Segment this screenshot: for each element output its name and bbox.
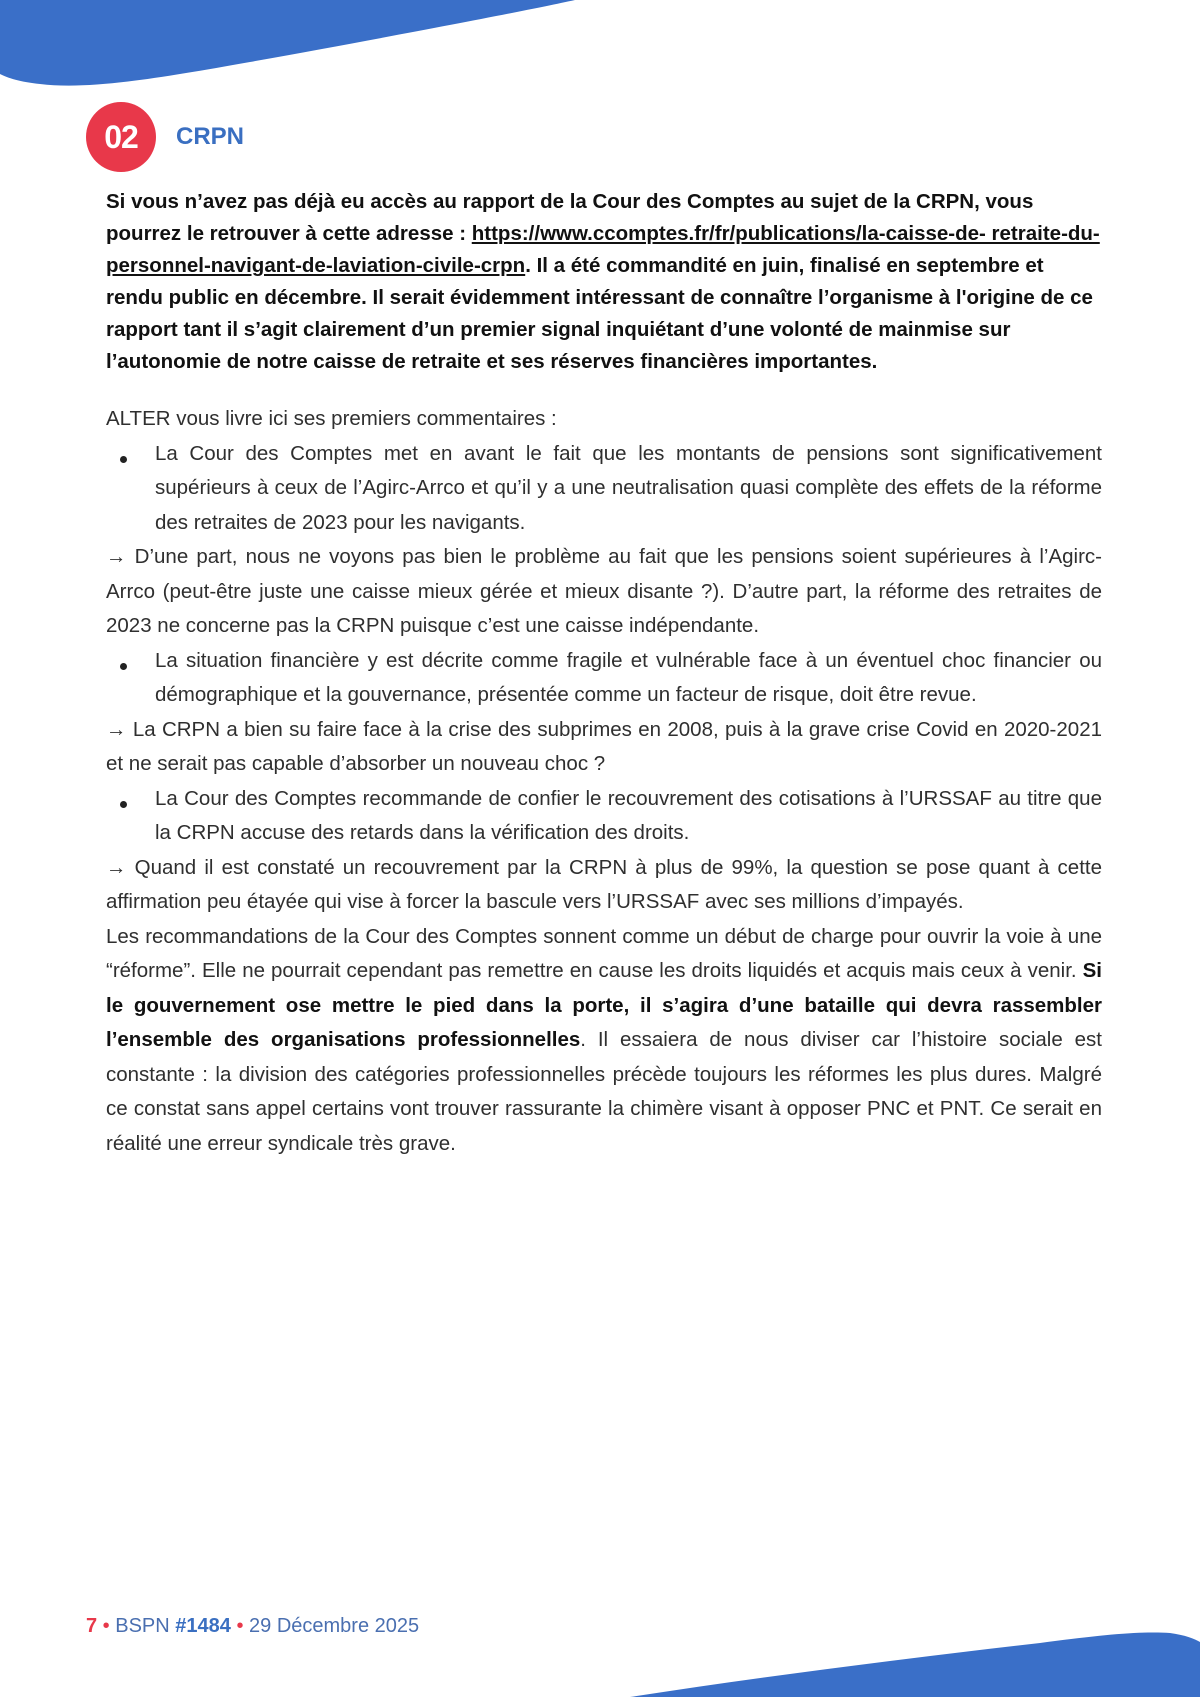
bullet-dot-icon: [120, 456, 127, 463]
bullet-item: [106, 644, 1102, 713]
bottom-wave-decoration: [0, 1627, 1200, 1697]
section-title: CRPN: [176, 123, 245, 150]
lead-sentence: ALTER vous livre ici ses premiers commentaires :: [106, 407, 557, 430]
response-paragraph: → D’une part, nous ne voyons pas bien le problème au fait que les pensions soient supérieures à l’Agirc-Arrco (peut-être juste une caisse mieux gérée et mieux disante ?). D’autre part, la réforme des retraites de 2023 ne concerne pas la CRPN puisque c’est une caisse indépendante.: [106, 545, 1102, 637]
bullet-dot-icon: [120, 801, 127, 808]
bullet-item: [106, 437, 1102, 541]
comment-point-1: [106, 437, 1102, 541]
publication-date: 29 Décembre 2025: [249, 1615, 420, 1637]
issue-number: #1484: [175, 1615, 231, 1637]
comment-point-3: [106, 782, 1102, 851]
bullet-text: La situation financière y est décrite comme fragile et vulnérable face à un éventuel choc financier ou démographique et la gouvernance, présentée comme un facteur de risque, doit être revue.: [155, 648, 1102, 706]
section-number-badge: 02: [86, 102, 156, 172]
bullet-item: [106, 782, 1102, 851]
conclusion-paragraph: [106, 920, 1102, 1162]
bullet-text: La Cour des Comptes recommande de confier le recouvrement des cotisations à l’URSSAF au titre que la CRPN accuse des retards dans la vérification des droits.: [155, 786, 1102, 844]
conclusion-text-continued: . Il essaiera de nous diviser car l’histoire sociale est constante : la division des catégories professionnelles précède toujours les réformes les plus dures. Malgré ce constat sans appel certains vont trouver rassurante la chimère visant à opposer PNC et PNT. Ce serait en réalité une erreur syndicale très grave.: [106, 1028, 1102, 1155]
intro-text-continued: . Il a été commandité en juin, finalisé en septembre et rendu public en décembre. Il serait évidemment intéressant de connaître l’organisme à l'origine de ce rapport tant il s’agit clairement d’un premier signal inquiétant d’une volonté de mainmise sur l’autonomie de notre caisse de retraite et ses réserves financières importantes.: [106, 254, 1093, 373]
footer-separator: •: [97, 1615, 116, 1637]
conclusion-text: Les recommandations de la Cour des Comptes sonnent comme un début de charge pour ouvrir la voie à une “réforme”. Elle ne pourrait cependant pas remettre en cause les droits liquidés et acquis mais ceux à venir.: [106, 924, 1102, 982]
intro-text: Si vous n’avez pas déjà eu accès au rapport de la Cour des Comptes au sujet de la CRPN, vous pourrez le retrouver à cette adresse :: [106, 190, 1034, 245]
page-number: 7: [86, 1615, 98, 1637]
response-paragraph: → Quand il est constaté un recouvrement par la CRPN à plus de 99%, la question se pose quant à cette affirmation peu étayée qui vise à forcer la bascule vers l’URSSAF avec ses millions d’impayés.: [106, 855, 1102, 913]
article-body: [106, 186, 1102, 1161]
comment-point-2: [106, 644, 1102, 713]
section-heading: [86, 102, 244, 172]
footer-separator: •: [230, 1615, 250, 1637]
conclusion-emphasis: Si le gouvernement ose mettre le pied dans la porte, il s’agira d’une bataille qui devra rassembler l’ensemble des organisations professionnelles: [106, 959, 1102, 1051]
response-paragraph: → La CRPN a bien su faire face à la crise des subprimes en 2008, puis à la grave crise Covid en 2020-2021 et ne serait pas capable d’absorber un nouveau choc ?: [106, 717, 1102, 775]
publication-name: BSPN: [115, 1615, 176, 1637]
bullet-text: La Cour des Comptes met en avant le fait que les montants de pensions sont significativement supérieurs à ceux de l’Agirc-Arrco et qu’il y a une neutralisation quasi complète des effets de la réforme des retraites de 2023 pour les navigants.: [155, 441, 1102, 534]
bullet-dot-icon: [120, 663, 127, 670]
intro-paragraph: [106, 186, 1102, 378]
report-link[interactable]: https://www.ccomptes.fr/fr/publications/la-caisse-de- retraite-du-personnel-navigant-de-laviation-civile-crpn: [106, 222, 1100, 277]
top-wave-decoration: [0, 0, 600, 90]
